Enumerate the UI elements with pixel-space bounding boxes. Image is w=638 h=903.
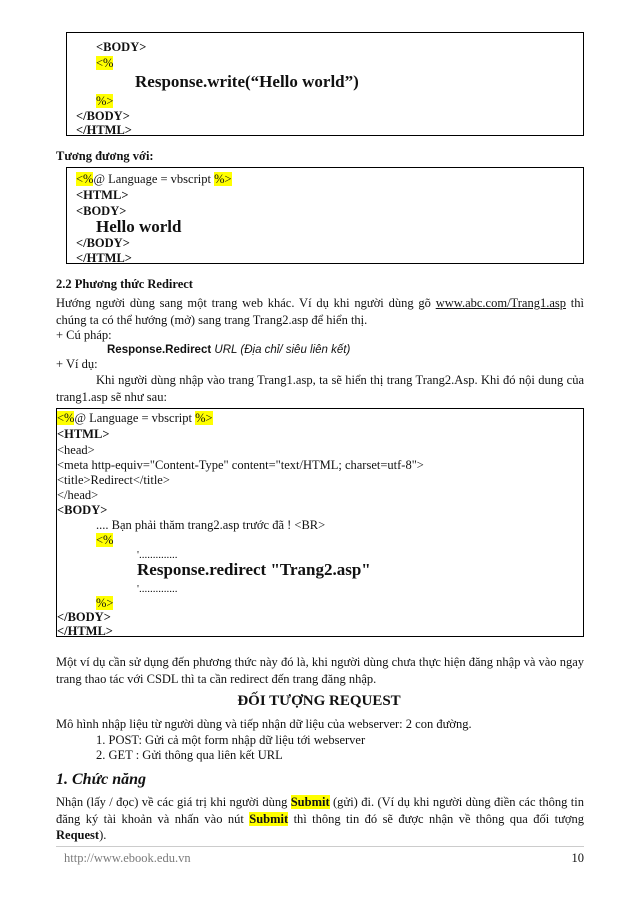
code-line: </BODY>	[57, 610, 111, 624]
code-box-redirect	[56, 408, 584, 637]
code-line: <%@ Language = vbscript %>	[76, 172, 232, 186]
code-line: </HTML>	[76, 123, 132, 137]
example-url-link[interactable]: www.abc.com/Trang1.asp	[435, 296, 566, 310]
footer-url: http://www.ebook.edu.vn	[64, 851, 191, 865]
request-intro: Mô hình nhập liệu từ người dùng và tiếp nhận dữ liệu của webserver: 2 con đường.	[56, 717, 472, 731]
code-line: <meta http-equiv="Content-Type" content="text/HTML; charset=utf-8">	[57, 458, 424, 472]
redirect-description: Hướng người dùng sang một trang web khác. Ví dụ khi người dùng gõ www.abc.com/Trang1.asp thì chúng ta có thể hướng (mở) sang trang Trang2.asp để hiển thị.	[56, 296, 584, 327]
code-line: %>	[96, 596, 114, 610]
code-line-hello-world: Hello world	[96, 217, 182, 236]
code-line: </BODY>	[76, 236, 130, 250]
request-title: ĐỐI TƯỢNG REQUEST	[237, 693, 401, 709]
code-box-hello-write	[66, 32, 584, 136]
syntax-line: Response.Redirect URL (Địa chỉ/ siêu liên kết)	[107, 344, 351, 356]
section-heading-redirect: 2.2 Phương thức Redirect	[56, 277, 193, 291]
page-number: 10	[571, 851, 584, 865]
function-description: Nhận (lấy / đọc) về các giá trị khi người dùng Submit (gửi) đi. (Ví dụ khi người dùng điền các thông tin đăng ký tài khoản và nhấn vào nút Submit thì thông tin đó sẽ được nhận về thông qua đối tượng Request).	[56, 795, 584, 842]
code-line: <BODY>	[76, 204, 127, 218]
code-line: <title>Redirect</title>	[57, 473, 170, 487]
redirect-use-case: Một ví dụ cần sử dụng đến phương thức này đó là, khi người dùng chưa thực hiện đăng nhập và vào ngay trang thao tác với CSDL thì ta cần redirect đến trang đăng nhập.	[56, 655, 584, 686]
code-line: </head>	[57, 488, 99, 502]
code-line: </HTML>	[57, 624, 113, 638]
request-item-post: 1. POST: Gửi cả một form nhập dữ liệu tới webserver	[96, 733, 366, 747]
equivalent-label: Tương đương với:	[56, 149, 154, 163]
example-label: + Ví dụ:	[56, 357, 98, 371]
example-description: Khi người dùng nhập vào trang Trang1.asp, ta sẽ hiển thị trang Trang2.Asp. Khi đó nội dung của trang1.asp sẽ như sau:	[56, 373, 584, 404]
code-comment: '..............	[137, 583, 178, 595]
code-line-response-redirect: Response.redirect "Trang2.asp"	[137, 560, 371, 579]
code-line: <%	[96, 56, 114, 70]
code-line: <HTML>	[76, 188, 129, 202]
section-heading-function: 1. Chức năng	[56, 771, 147, 788]
code-line: <BODY>	[57, 503, 108, 517]
code-line: </HTML>	[76, 251, 132, 265]
footer-divider	[56, 846, 584, 847]
request-item-get: 2. GET : Gửi thông qua liên kết URL	[96, 748, 283, 762]
code-comment: '..............	[137, 549, 178, 561]
code-line-response-write: Response.write(“Hello world”)	[135, 72, 359, 91]
code-line: <%	[96, 533, 114, 547]
code-line: .... Bạn phải thăm trang2.asp trước đã ! <BR>	[96, 518, 326, 532]
code-line: <HTML>	[57, 427, 110, 441]
code-line: %>	[96, 94, 114, 108]
code-line: <%@ Language = vbscript %>	[57, 411, 213, 425]
code-line: <head>	[57, 443, 95, 457]
code-line: </BODY>	[76, 109, 130, 123]
syntax-label: + Cú pháp:	[56, 328, 112, 342]
code-line: <BODY>	[96, 40, 147, 54]
code-box-hello-world	[66, 167, 584, 264]
